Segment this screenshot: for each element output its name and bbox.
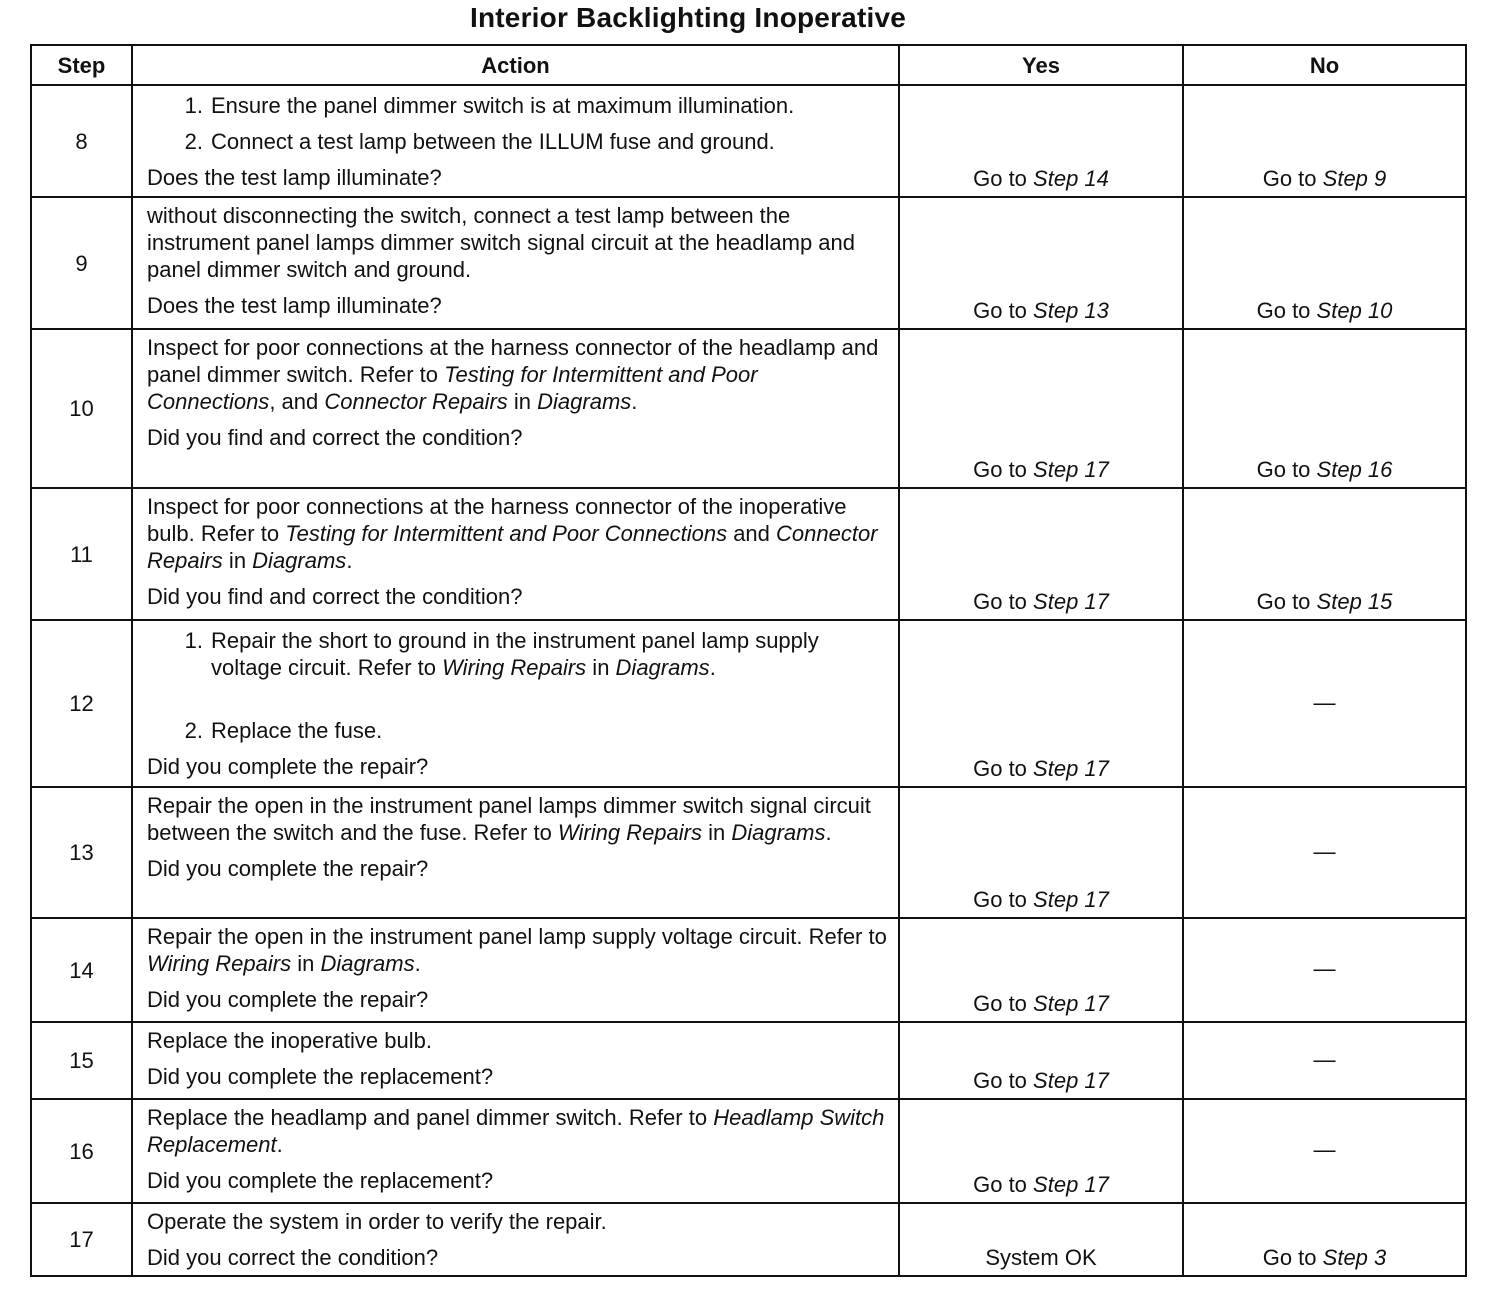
yes-answer: System OK: [985, 1245, 1097, 1270]
list-number: 1.: [184, 93, 203, 118]
list-text: Ensure the panel dimmer switch is at maximum illumination.: [211, 93, 795, 118]
reference-title: Diagrams: [615, 655, 710, 680]
step-number: 14: [31, 918, 132, 1022]
no-cell: [1183, 918, 1466, 1022]
step-reference: Step 9: [1322, 166, 1387, 191]
step-number: 13: [31, 787, 132, 918]
reference-title: Diagrams: [320, 951, 415, 976]
table-row: [31, 620, 1466, 787]
action-question: Did you find and correct the condition?: [147, 425, 523, 450]
no-answer: Go to Step 3: [1262, 1245, 1387, 1270]
yes-cell: [899, 1099, 1183, 1203]
step-reference: Step 17: [1033, 589, 1109, 614]
step-reference: Step 10: [1316, 298, 1393, 323]
action-text: Replace the headlamp and panel dimmer switch. Refer to Headlamp Switch Replacement.: [147, 1105, 885, 1157]
reference-title: Connector Repairs: [324, 389, 508, 414]
yes-cell: [899, 1203, 1183, 1276]
step-reference: Step 17: [1033, 887, 1109, 912]
step-reference: Step 15: [1316, 589, 1393, 614]
action-text: without disconnecting the switch, connect a test lamp between the instrument panel lamps dimmer switch signal circuit at the headlamp and panel dimmer switch and ground.: [147, 203, 855, 282]
list-item: [147, 128, 890, 155]
no-answer: Go to Step 15: [1256, 589, 1393, 614]
step-reference: Step 16: [1316, 457, 1393, 482]
no-answer: Go to Step 10: [1256, 298, 1393, 323]
no-cell: [1183, 1099, 1466, 1203]
action-question: Did you find and correct the condition?: [147, 584, 523, 609]
no-cell: [1183, 787, 1466, 918]
step-reference: Step 3: [1322, 1245, 1387, 1270]
action-text: Repair the open in the instrument panel lamp supply voltage circuit. Refer to Wiring Repairs in Diagrams.: [147, 924, 887, 976]
action-text: Operate the system in order to verify the repair.: [147, 1209, 607, 1234]
action-question: Did you complete the repair?: [147, 856, 429, 881]
no-cell: [1183, 620, 1466, 787]
no-answer: —: [1313, 1046, 1336, 1072]
header-row: [31, 45, 1466, 85]
list-item: [147, 717, 890, 744]
action-question: Did you complete the repair?: [147, 987, 429, 1012]
action-list: [147, 627, 890, 744]
list-number: 1.: [184, 628, 203, 653]
action-question: Did you complete the replacement?: [147, 1064, 494, 1089]
action-question: Does the test lamp illuminate?: [147, 293, 442, 318]
header-no: No: [1183, 45, 1466, 85]
action-text: Replace the inoperative bulb.: [147, 1028, 432, 1053]
yes-cell: [899, 787, 1183, 918]
no-answer: —: [1313, 956, 1336, 981]
action-cell: [132, 620, 899, 787]
list-number: 2.: [184, 718, 203, 743]
step-reference: Step 14: [1033, 166, 1109, 191]
step-reference: Step 17: [1033, 991, 1109, 1016]
action-question: Did you correct the condition?: [147, 1245, 439, 1270]
action-list: [147, 92, 890, 155]
table-row: [31, 787, 1466, 918]
table-row: [31, 488, 1466, 620]
action-cell: [132, 787, 899, 918]
step-reference: Step 17: [1033, 1068, 1109, 1093]
yes-cell: [899, 329, 1183, 488]
step-reference: Step 17: [1033, 756, 1109, 781]
header-step: Step: [31, 45, 132, 85]
yes-cell: [899, 918, 1183, 1022]
step-number: 17: [31, 1203, 132, 1276]
no-answer: Go to Step 16: [1256, 457, 1393, 482]
no-cell: [1183, 488, 1466, 620]
action-question: Does the test lamp illuminate?: [147, 165, 442, 190]
reference-title: Headlamp Switch Replacement: [147, 1105, 885, 1157]
diagnostic-table: [30, 44, 1467, 1277]
reference-title: Diagrams: [731, 820, 826, 845]
step-reference: Step 17: [1033, 457, 1109, 482]
action-cell: [132, 1203, 899, 1276]
yes-cell: [899, 488, 1183, 620]
yes-answer: Go to Step 17: [973, 1172, 1109, 1197]
step-number: 16: [31, 1099, 132, 1203]
table-row: [31, 1022, 1466, 1099]
action-cell: [132, 329, 899, 488]
yes-answer: Go to Step 17: [973, 589, 1109, 614]
yes-answer: Go to Step 14: [973, 166, 1109, 191]
yes-answer: Go to Step 17: [973, 887, 1109, 912]
header-yes: Yes: [899, 45, 1183, 85]
reference-title: Diagrams: [537, 389, 632, 414]
yes-answer: Go to Step 17: [973, 1068, 1109, 1093]
list-text: Connect a test lamp between the ILLUM fuse and ground.: [211, 129, 775, 154]
list-text: Replace the fuse.: [211, 718, 383, 743]
action-cell: [132, 85, 899, 197]
reference-title: Wiring Repairs: [442, 655, 587, 680]
step-number: 10: [31, 329, 132, 488]
action-cell: [132, 488, 899, 620]
no-cell: [1183, 329, 1466, 488]
yes-cell: [899, 620, 1183, 787]
step-number: 12: [31, 620, 132, 787]
action-text: Repair the open in the instrument panel lamps dimmer switch signal circuit between the switch and the fuse. Refer to Wiring Repairs in Diagrams.: [147, 793, 871, 845]
table-row: [31, 329, 1466, 488]
reference-title: Diagrams: [252, 548, 347, 573]
action-text: Inspect for poor connections at the harness connector of the headlamp and panel dimmer switch. Refer to Testing for Intermittent and Poor Connections, and Connector Repairs in Diagrams.: [147, 335, 879, 414]
action-text: Inspect for poor connections at the harness connector of the inoperative bulb. Refer to Testing for Intermittent and Poor Connections and Connector Repairs in Diagrams.: [147, 494, 878, 573]
table-row: [31, 918, 1466, 1022]
action-question: Did you complete the repair?: [147, 754, 429, 779]
yes-cell: [899, 1022, 1183, 1099]
yes-answer: Go to Step 13: [973, 298, 1109, 323]
header-action: Action: [132, 45, 899, 85]
table-row: [31, 85, 1466, 197]
step-number: 15: [31, 1022, 132, 1099]
no-answer: —: [1313, 689, 1336, 715]
yes-answer: Go to Step 17: [973, 457, 1109, 482]
step-reference: Step 13: [1033, 298, 1109, 323]
page-title: Interior Backlighting Inoperative: [469, 2, 906, 33]
reference-title: Wiring Repairs: [147, 951, 292, 976]
reference-title: Testing for Intermittent and Poor Connections: [285, 521, 728, 546]
no-cell: [1183, 1022, 1466, 1099]
no-cell: [1183, 85, 1466, 197]
no-answer: —: [1313, 838, 1336, 864]
yes-answer: Go to Step 17: [973, 756, 1109, 781]
reference-title: Connector Repairs: [147, 521, 878, 573]
list-text: Repair the short to ground in the instrument panel lamp supply voltage circuit. Refer to Wiring Repairs in Diagrams.: [211, 628, 819, 680]
no-answer: Go to Step 9: [1262, 166, 1387, 191]
no-cell: [1183, 197, 1466, 329]
step-number: 11: [31, 488, 132, 620]
yes-cell: [899, 197, 1183, 329]
action-cell: [132, 1022, 899, 1099]
action-question: Did you complete the replacement?: [147, 1168, 494, 1193]
step-number: 8: [31, 85, 132, 197]
list-item: [147, 92, 890, 119]
step-number: 9: [31, 197, 132, 329]
step-reference: Step 17: [1033, 1172, 1109, 1197]
yes-answer: Go to Step 17: [973, 991, 1109, 1016]
reference-title: Testing for Intermittent and Poor Connections: [147, 362, 758, 414]
table-row: [31, 1099, 1466, 1203]
no-answer: —: [1313, 1137, 1336, 1162]
action-cell: [132, 197, 899, 329]
no-cell: [1183, 1203, 1466, 1276]
list-item: [147, 627, 890, 681]
table-row: [31, 1203, 1466, 1276]
list-number: 2.: [184, 129, 203, 154]
table-row: [31, 197, 1466, 329]
action-cell: [132, 1099, 899, 1203]
reference-title: Wiring Repairs: [557, 820, 702, 845]
action-cell: [132, 918, 899, 1022]
yes-cell: [899, 85, 1183, 197]
